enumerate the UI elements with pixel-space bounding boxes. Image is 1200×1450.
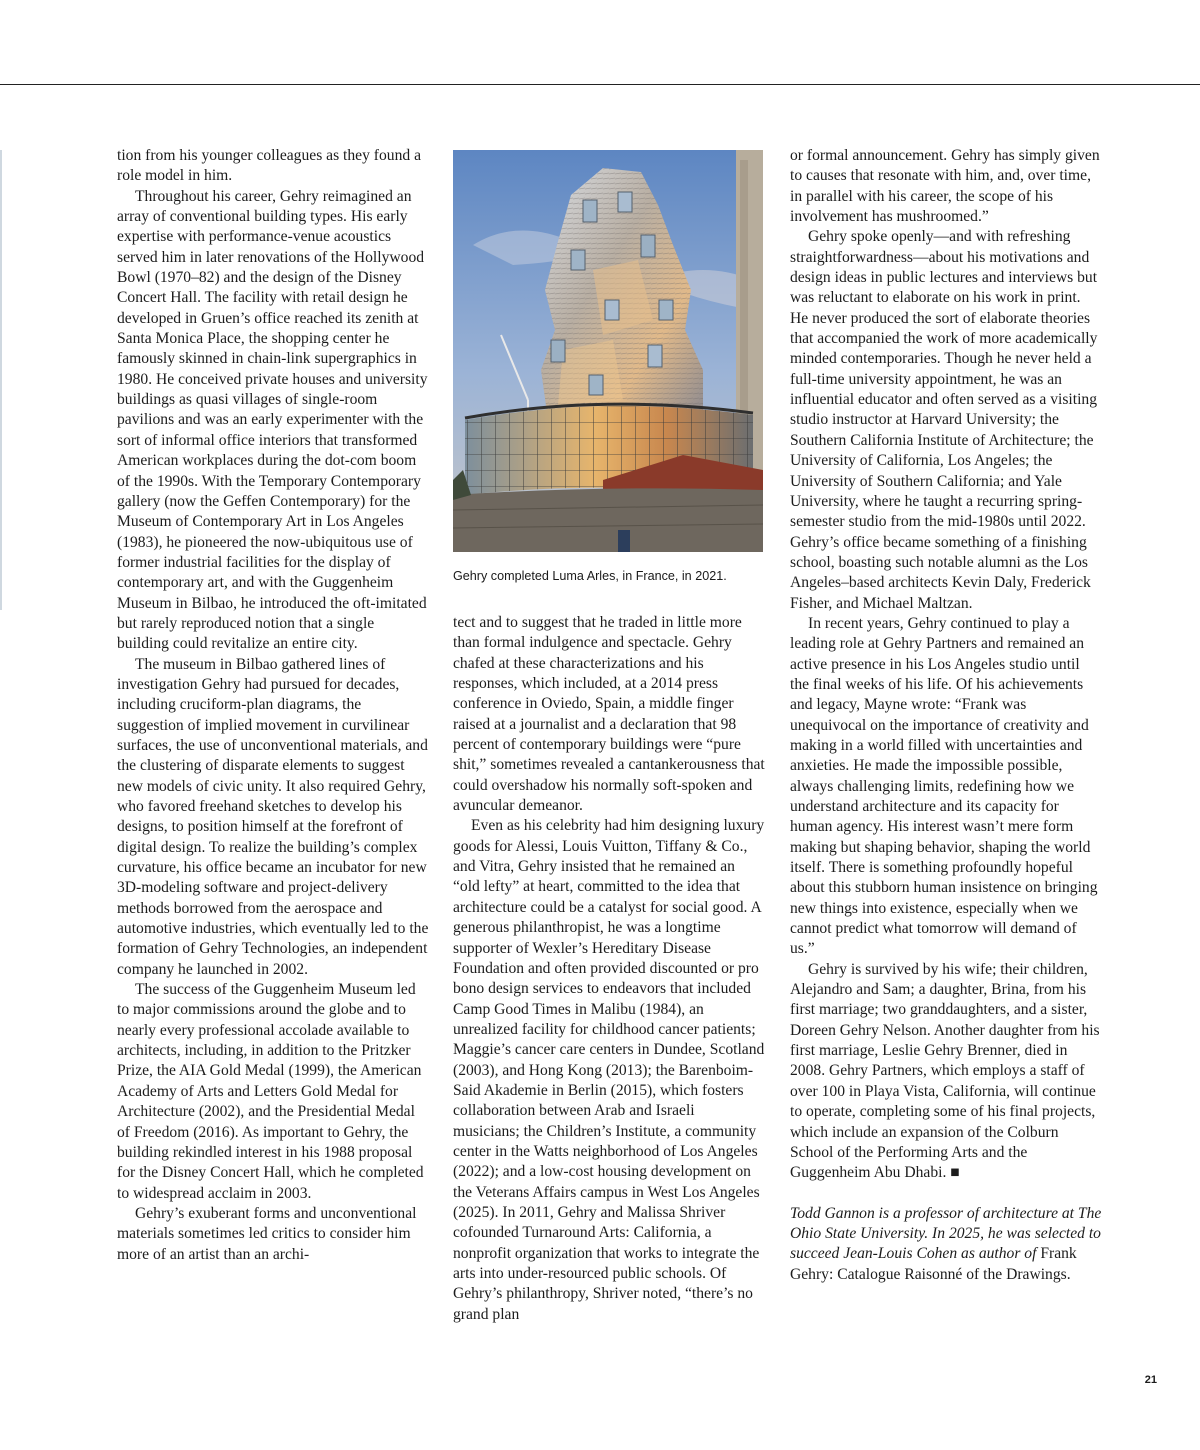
paragraph xyxy=(790,960,1102,1184)
paragraph: tect and to suggest that he traded in little more than formal indulgence and spectacle. Gehry chafed at these characterizations and his responses, which included, at a 2014 press conference in Oviedo, Spain, a middle finger raised at a journalist and a declaration that 98 percent of contemporary buildings were “pure shit,” sometimes revealed a cantankerousness that could overshadow his normally soft-spoken and avuncular demeanor. xyxy=(453,614,765,815)
paragraph: Throughout his career, Gehry reimagined an array of conventional building types. His early expertise with performance-venue acoustics served him in later renovations of the Hollywood Bowl (1970–82) and the design of the Disney Concert Hall. The facility with retail design he developed in Gruen’s office reached its zenith at Santa Monica Place, the shopping center he famously skinned in chain-link supergraphics in 1980. He conceived private houses and university buildings as quasi villages of single-room pavilions and was an early experimenter with the sort of informal office interiors that transformed American workplaces during the dot-com boom of the 1990s. With the Temporary Contemporary gallery (now the Geffen Contemporary) for the Museum of Contemporary Art in Los Angeles (1983), he pioneered the now-ubiquitous use of former industrial facilities for the display of contemporary art, and with the Guggenheim Museum in Bilbao, he introduced the oft-imitated but rarely reproduced notion that a single building could revitalize an entire city. xyxy=(117,187,428,653)
author-bio xyxy=(790,1204,1102,1285)
text-column-left xyxy=(117,146,429,1265)
page-number: 21 xyxy=(1144,1374,1157,1386)
paragraph: tion from his younger colleagues as they found a role model in him. xyxy=(117,147,422,185)
paragraph-text: Gehry is survived by his wife; their children, Alejandro and Sam; a daughter, Brina, from his first marriage; two granddaughters, and a sister, Doreen Gehry Nelson. Another daughter from his first marriage, Leslie Gehry Brenner, died in 2008. Gehry Partners, which employs a staff of over 100 in Playa Vista, California, will continue to operate, completing some of his final projects, which include an expansion of the Colburn School of the Performing Arts and the Guggenheim Abu Dhabi. xyxy=(790,960,1100,1182)
paragraph: Gehry’s exuberant forms and unconventional materials sometimes led critics to consider him more of an artist than an archi- xyxy=(117,1204,417,1263)
paragraph: Gehry spoke openly—and with refreshing straightforwardness—about his motivations and design ideas in public lectures and interviews but was reluctant to elaborate on his work in print. He never produced the sort of elaborate theories that accompanied the work of more academically minded contemporaries. Though he never held a full-time university appointment, he was an influential educator and often served as a visiting studio instructor at Harvard University; the Southern California Institute of Architecture; the University of California, Los Angeles; the University of Southern California; and Yale University, where he taught a recurring spring-semester studio from the mid-1980s until 2022. Gehry’s office became something of a finishing school, boasting such notable alumni as the Los Angeles–based architects Kevin Daly, Frederick Fisher, and Michael Maltzan. xyxy=(790,228,1098,612)
paragraph: The museum in Bilbao gathered lines of investigation Gehry had pursued for decades, including cruciform-plan diagrams, the suggestion of implied movement in curvilinear surfaces, the use of unconventional materials, and the clustering of disparate elements to suggest new models of civic unity. It also required Gehry, who favored freehand sketches to develop his designs, to position himself at the forefront of digital design. To realize the building’s complex curvature, his office became an incubator for new 3D-modeling software and project-delivery methods borrowed from the aerospace and automotive industries, which eventually led to the formation of Gehry Technologies, an independent company he launched in 2002. xyxy=(117,655,429,978)
text-column-middle xyxy=(453,613,765,1325)
top-rule xyxy=(0,84,1200,85)
paragraph: or formal announcement. Gehry has simply given to causes that resonate with him, and, over time, in parallel with his career, the scope of his involvement has mushroomed.” xyxy=(790,147,1100,226)
luma-arles-photo xyxy=(453,150,763,552)
paragraph: In recent years, Gehry continued to play a leading role at Gehry Partners and remained an active presence in his Los Angeles studio until the final weeks of his life. Of his achievements and legacy, Mayne wrote: “Frank was unequivocal on the importance of creativity and making in a world filled with uncertainties and anxieties. He made the impossible possible, always challenging limits, redefining how we understand architecture and its capacity for human agency. His interest wasn’t mere form making but shaping behavior, shaping the world itself. There is something profoundly hopeful about this stubborn human insistence on bringing new things into existence, especially when we cannot predict what tomorrow will demand of us.” xyxy=(790,614,1098,958)
paragraph: Even as his celebrity had him designing luxury goods for Alessi, Louis Vuitton, Tiffany & Co., and Vitra, Gehry insisted that he remained an “old lefty” at heart, committed to the idea that architecture could be a catalyst for social good. A generous philanthropist, he was a longtime supporter of Wexler’s Hereditary Disease Foundation and often provided discounted or pro bono design services to endeavors that included Camp Good Times in Malibu (1984), an unrealized facility for childhood cancer patients; Maggie’s cancer care centers in Dundee, Scotland (2003), and Hong Kong (2013); the Barenboim-Said Akademie in Berlin (2015), which fosters collaboration between Arab and Israeli musicians; the Children’s Institute, a community center in the Watts neighborhood of Los Angeles (2022); and a low-cost housing development on the Veterans Affairs campus in West Los Angeles (2025). In 2011, Gehry and Malissa Shriver cofounded Turnaround Arts: California, a nonprofit organization that works to integrate the arts into under-resourced public schools. Of Gehry’s philanthropy, Shriver noted, “there’s no grand plan xyxy=(453,817,765,1323)
end-mark: ■ xyxy=(950,1164,960,1182)
text-column-right xyxy=(790,146,1102,1285)
photo-caption: Gehry completed Luma Arles, in France, in 2021. xyxy=(453,569,727,583)
paragraph: The success of the Guggenheim Museum led to major commissions around the globe and to nearly every professional accolade available to architects, including, in addition to the Pritzker Prize, the AIA Gold Medal (1999), the American Academy of Arts and Letters Gold Medal for Architecture (2002), and the Presidential Medal of Freedom (2016). As important to Gehry, the building rekindled interest in his 1988 proposal for the Disney Concert Hall, which he completed to widespread acclaim in 2003. xyxy=(117,981,424,1202)
page-edge-mark xyxy=(0,150,2,610)
author-bio-text: Todd Gannon is a professor of architecture at The Ohio State University. In 2025, he was selected to succeed Jean-Louis Cohen as author of xyxy=(790,1204,1102,1263)
book-title: Frank Gehry: Catalogue Raisonné of the Drawings. xyxy=(790,1245,1077,1283)
